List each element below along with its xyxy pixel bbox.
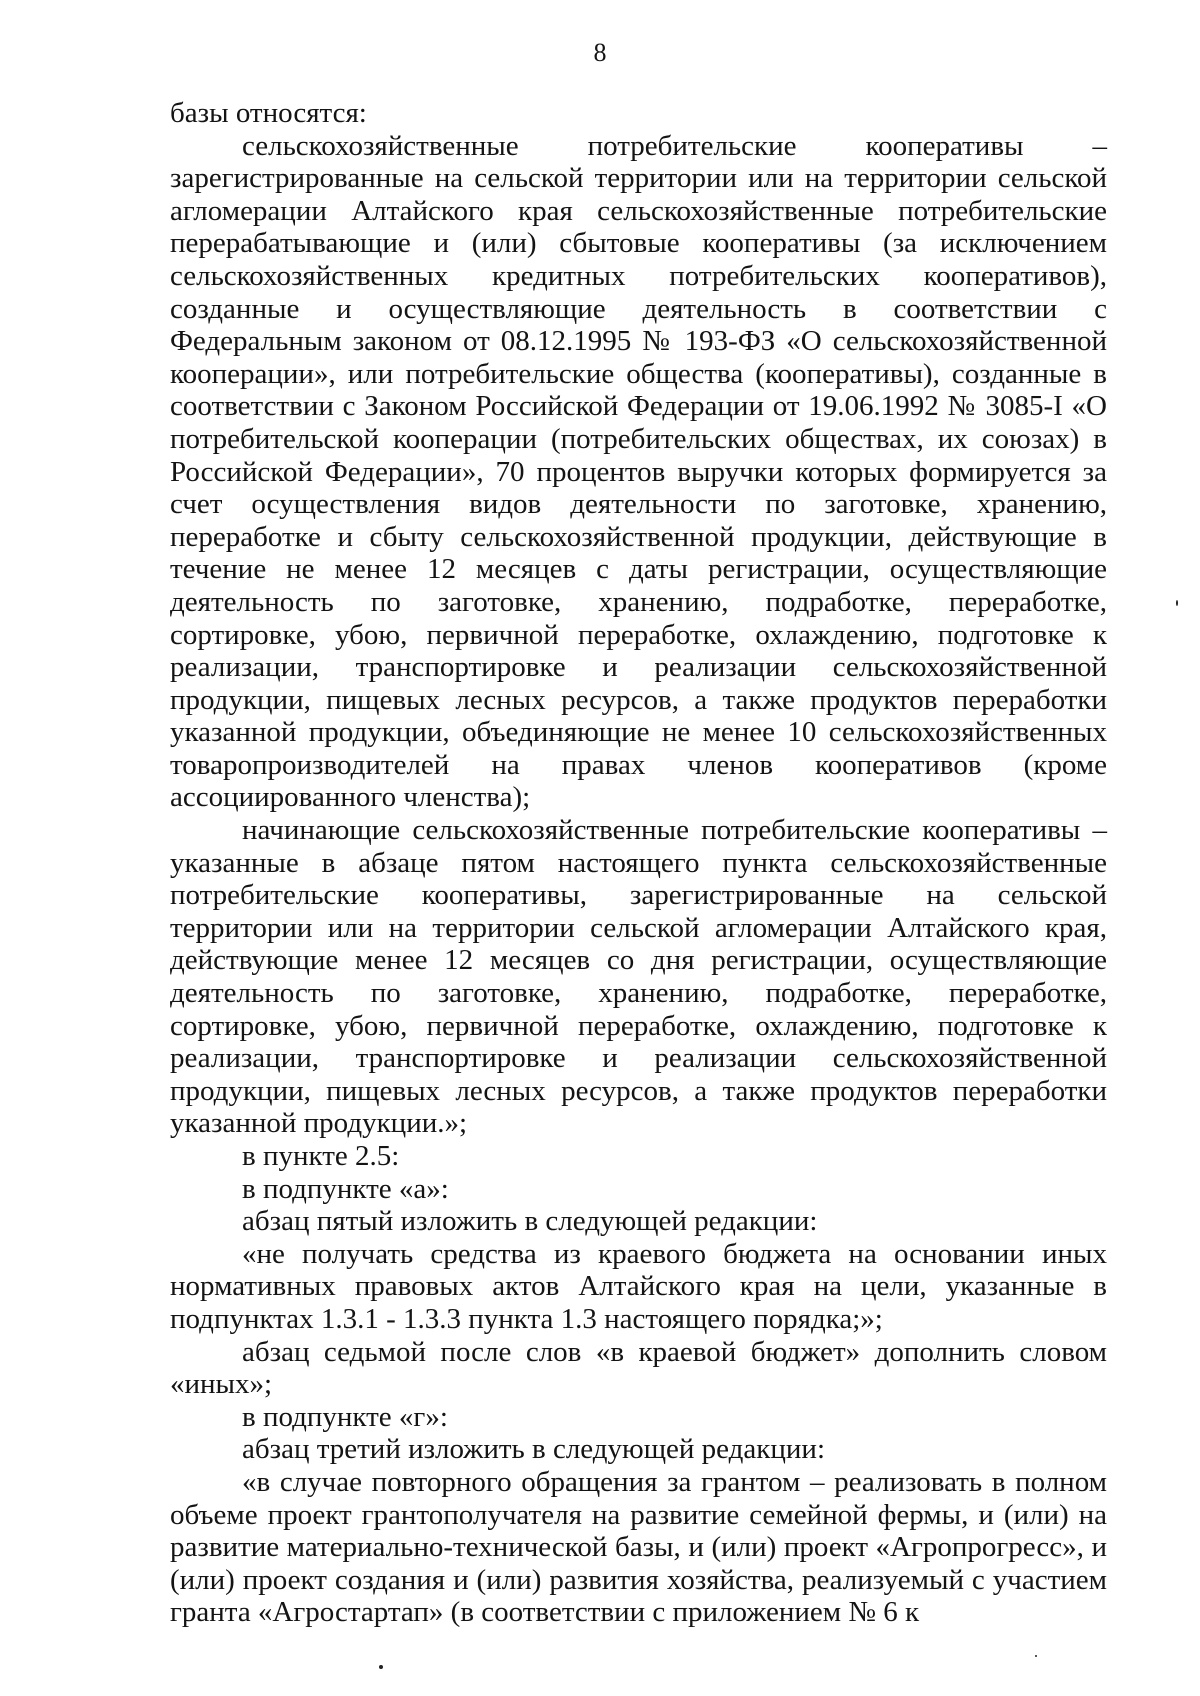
paragraph-11: «в случае повторного обращения за грантом – реализовать в полном объеме проект грантополучателя на развитие семейной фермы, и (или) на развитие материально-технической базы, и (или) проект «Агропрогресс», и (или) проект создания и (или) развития хозяйства, реализуемый с участием гранта «Агростартап» (в соответствии с приложением № 6 к	[170, 1465, 1107, 1629]
scan-speck	[1176, 600, 1178, 606]
paragraph-9: в подпункте «г»:	[242, 1400, 448, 1433]
scan-speck	[1035, 1655, 1037, 1657]
paragraph-6: абзац пятый изложить в следующей редакции:	[242, 1205, 818, 1238]
paragraph-5: в подпункте «а»:	[242, 1172, 449, 1205]
paragraph-3: начинающие сельскохозяйственные потребительские кооперативы – указанные в абзаце пятом настоящего пункта сельскохозяйственные потребительские кооперативы, зарегистрированные на сельской территории или на территории сельской агломерации Алтайского края, действующие менее 12 месяцев со дня регистрации, осуществляющие деятельность по заготовке, хранению, подработке, переработке, сортировке, убою, первичной переработке, охлаждению, подготовке к реализации, транспортировке и реализации сельскохозяйственной продукции, пищевых лесных ресурсов, а также продуктов переработки указанной продукции.»;	[170, 814, 1107, 1140]
scan-speck	[379, 1665, 383, 1669]
paragraph-8: абзац седьмой после слов «в краевой бюджет» дополнить словом «иных»;	[170, 1335, 1107, 1401]
page-number: 8	[593, 38, 607, 67]
paragraph-4: в пункте 2.5:	[242, 1140, 400, 1172]
paragraph-10: абзац третий изложить в следующей редакции:	[242, 1433, 826, 1466]
paragraph-1: базы относятся:	[170, 97, 367, 129]
document-body	[170, 97, 1107, 1629]
paragraph-2: сельскохозяйственные потребительские кооперативы – зарегистрированные на сельской территории или на территории сельской агломерации Алтайского края сельскохозяйственные потребительские перерабатывающие и (или) сбытовые кооперативы (за исключением сельскохозяйственных кредитных потребительских кооперативов), созданные и осуществляющие деятельность в соответствии с Федеральным законом от 08.12.1995 № 193-ФЗ «О сельскохозяйственной кооперации», или потребительские общества (кооперативы), созданные в соответствии с Законом Российской Федерации от 19.06.1992 № 3085-I «О потребительской кооперации (потребительских обществах, их союзах) в Российской Федерации», 70 процентов выручки которых формируется за счет осуществления видов деятельности по заготовке, хранению, переработке и сбыту сельскохозяйственной продукции, действующие в течение не менее 12 месяцев с даты регистрации, осуществляющие деятельность по заготовке, хранению, подработке, переработке, сортировке, убою, первичной переработке, охлаждению, подготовке к реализации, транспортировке и реализации сельскохозяйственной продукции, пищевых лесных ресурсов, а также продуктов переработки указанной продукции, объединяющие не менее 10 сельскохозяйственных товаропроизводителей на правах членов кооперативов (кроме ассоциированного членства);	[170, 129, 1107, 814]
paragraph-7: «не получать средства из краевого бюджета на основании иных нормативных правовых актов Алтайского края на цели, указанные в подпунктах 1.3.1 - 1.3.3 пункта 1.3 настоящего порядка;»;	[170, 1237, 1107, 1335]
